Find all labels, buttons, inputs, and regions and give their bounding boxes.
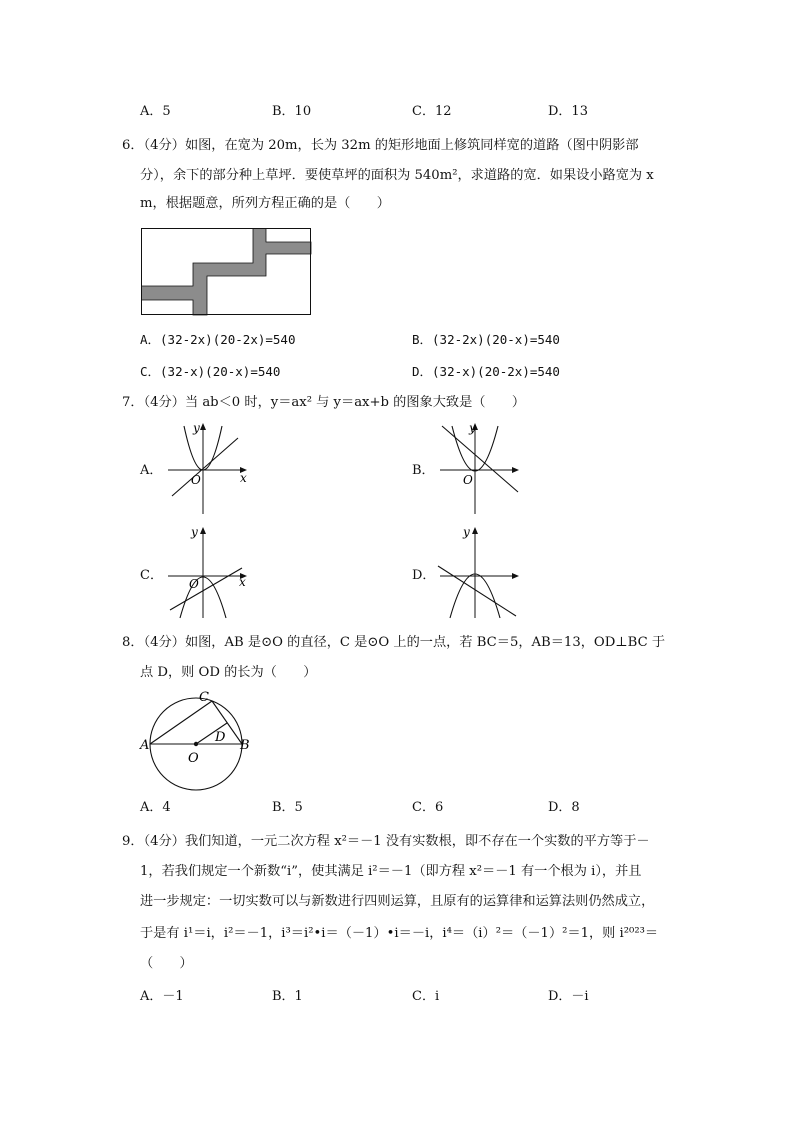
q8-option-a: A．4 — [140, 800, 171, 815]
q8-circle-figure — [132, 686, 256, 794]
line — [438, 566, 516, 616]
q6-line2: 分），余下的部分种上草坪．要使草坪的面积为 540m²，求道路的宽．如果设小路宽为 x — [140, 168, 654, 183]
q6-number: 6． — [122, 138, 144, 153]
q8-option-c: C．6 — [412, 800, 444, 815]
origin-label: O — [463, 473, 473, 487]
q5-option-c: C．12 — [412, 104, 452, 119]
q8-number: 8． — [122, 635, 144, 650]
q6-option-c: C．(32-x)(20-x)=540 — [140, 364, 281, 379]
q9-score: （4分） — [143, 834, 185, 849]
q9-line5: （ ） — [140, 956, 193, 971]
q5-option-d: D．13 — [548, 104, 588, 119]
q8-score: （4分） — [143, 635, 185, 650]
q9-option-b: B．1 — [272, 989, 303, 1004]
q8-option-d: D．8 — [548, 800, 580, 815]
q6-line3: m，根据题意，所列方程正确的是（ ） — [140, 196, 390, 211]
line — [442, 426, 518, 492]
x-label: x — [240, 471, 247, 485]
q7-option-d-label: D． — [412, 568, 436, 583]
q6-score: （4分） — [143, 138, 185, 153]
y-label: y — [193, 421, 200, 435]
y-label: y — [463, 525, 470, 539]
q7-option-c-label: C． — [140, 568, 163, 583]
q9-text-line1: 我们知道，一元二次方程 x²＝－1 没有实数根，即不存在一个实数的平方等于－ — [184, 834, 650, 849]
q5-option-a: A．5 — [140, 104, 171, 119]
q8-text-line1: 如图，AB 是⊙O 的直径，C 是⊙O 上的一点，若 BC＝5，AB＝13，OD⊥BC 于 — [184, 635, 666, 650]
q6-road-figure — [141, 228, 312, 316]
q8-line2: 点 D，则 OD 的长为（ ） — [140, 665, 317, 680]
origin-label: O — [191, 473, 201, 487]
q7-number: 7． — [122, 395, 144, 410]
q7-graph-d — [432, 522, 524, 620]
q6-option-b: B．(32-2x)(20-x)=540 — [412, 332, 560, 347]
q6-text-line1: 如图，在宽为 20m，长为 32m 的矩形地面上修筑同样宽的道路（图中阴影部 — [184, 138, 639, 153]
q9-line3: 进一步规定：一切实数可以与新数进行四则运算，且原有的运算律和运算法则仍然成立， — [140, 894, 655, 909]
line — [170, 568, 242, 610]
q9-option-a: A．－1 — [140, 989, 184, 1004]
q5-option-b: B．10 — [272, 104, 312, 119]
q7-graph-a — [160, 420, 252, 516]
x-label: x — [239, 575, 246, 589]
q9-line4: 于是有 i¹＝i，i²＝－1，i³＝i²•i＝（－1）•i＝－i，i⁴＝（i）²＝（－1）²＝1，则 i²⁰²³＝ — [140, 926, 659, 941]
y-label: y — [191, 525, 198, 539]
center-point — [194, 742, 198, 746]
label-b: B — [240, 738, 250, 753]
q9-line1 — [122, 833, 650, 851]
q9-option-c: C．i — [412, 989, 440, 1004]
q7-text: 当 ab＜0 时，y＝ax² 与 y＝ax+b 的图象大致是（ ） — [184, 395, 526, 410]
q7-option-b-label: B． — [412, 463, 435, 478]
label-o: O — [188, 751, 199, 766]
q7-line1 — [122, 394, 525, 412]
label-d: D — [215, 730, 226, 745]
q6-option-a: A．(32-2x)(20-2x)=540 — [140, 332, 296, 347]
q7-graph-c — [160, 522, 252, 620]
q6-line1 — [122, 137, 639, 155]
y-label: y — [469, 421, 476, 435]
q8-option-b: B．5 — [272, 800, 303, 815]
q8-line1 — [122, 634, 665, 652]
label-c: C — [199, 690, 209, 705]
q6-option-d: D．(32-x)(20-2x)=540 — [412, 364, 560, 379]
q7-option-a-label: A． — [140, 463, 163, 478]
line — [172, 438, 238, 496]
q7-graph-b — [432, 420, 524, 516]
q9-option-d: D．－i — [548, 989, 589, 1004]
q7-score: （4分） — [143, 395, 185, 410]
label-a: A — [140, 738, 150, 753]
q9-line2: 1，若我们规定一个新数“i”，使其满足 i²＝－1（即方程 x²＝－1 有一个根为 i），并且 — [140, 864, 642, 879]
origin-label: O — [189, 577, 199, 591]
q9-number: 9． — [122, 834, 144, 849]
chord-ac — [150, 701, 212, 744]
